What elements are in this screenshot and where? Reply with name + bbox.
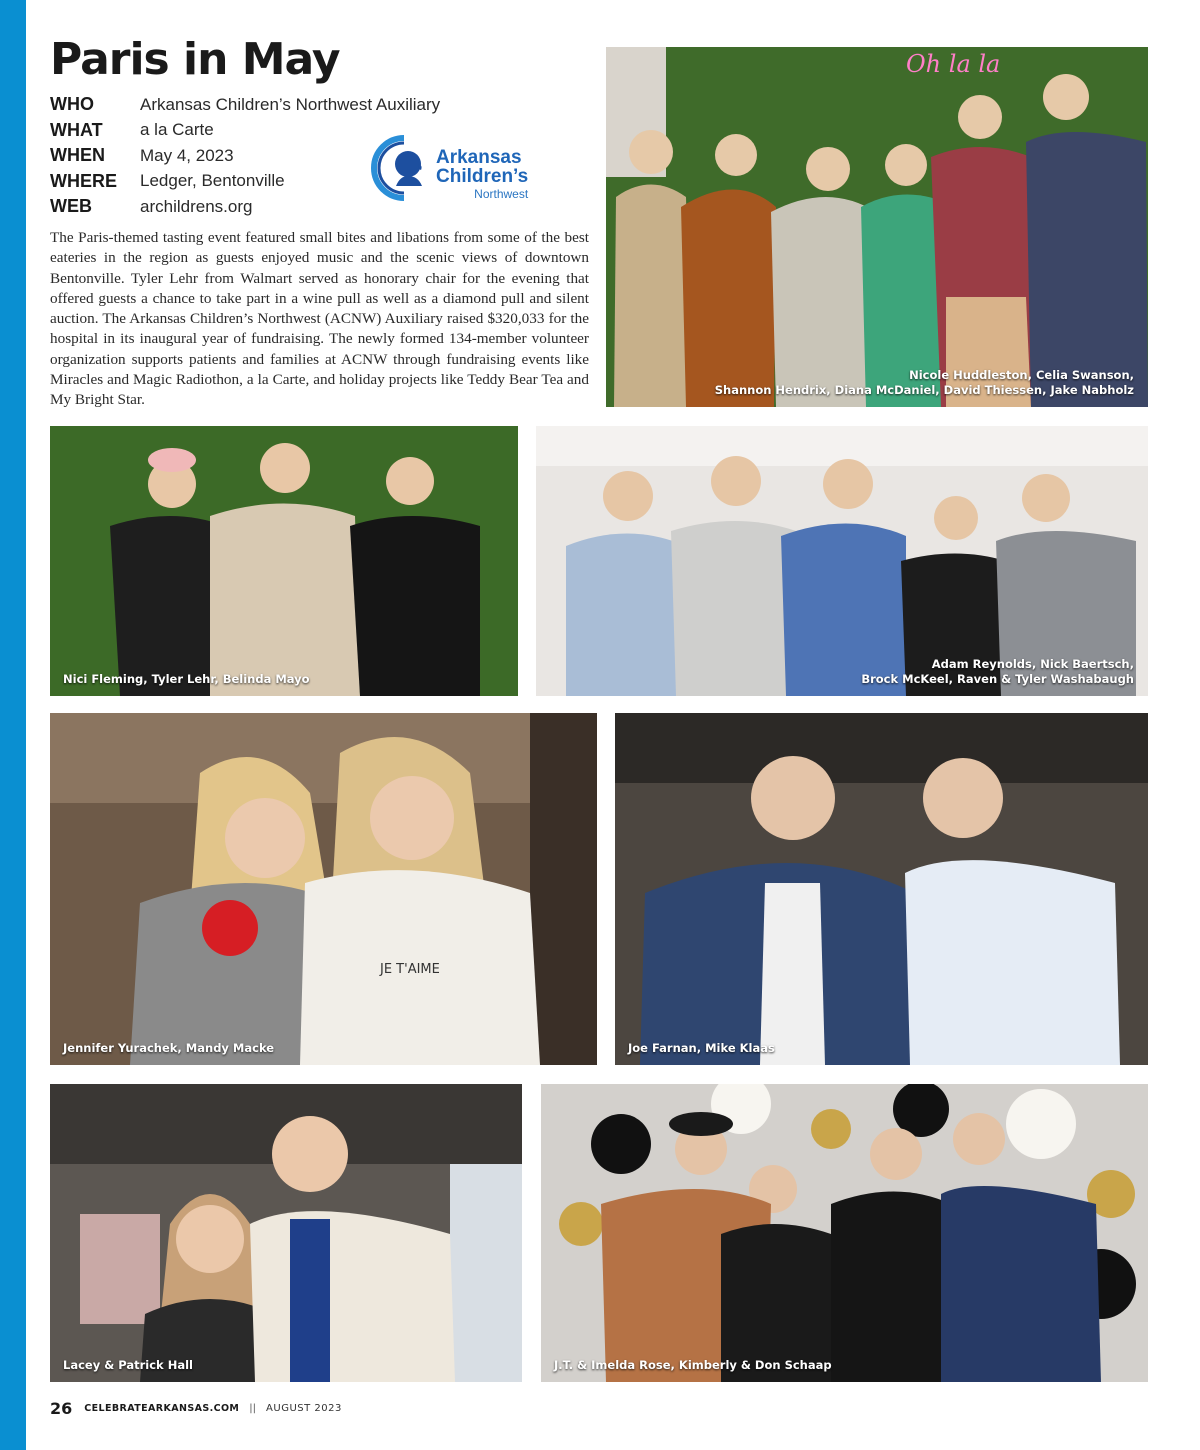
photo-scene [606, 47, 1148, 407]
side-accent-bar [0, 0, 26, 1450]
caption-line: Shannon Hendrix, Diana McDaniel, David Thiessen, Jake Nabholz [714, 383, 1134, 397]
article-body: The Paris-themed tasting event featured small bites and libations from some of the best eateries in the region as guests enjoyed music and the scenic views of downtown Bentonville. Tyler Lehr from Walmart served as honorary chair for the evening that offered guests a chance to take part in a wine pull as well as a diamond pull and silent auction. The Arkansas Children’s Northwest (ACNW) Auxiliary raised $320,033 for the hospital in its inaugural year of fundraising. The newly formed 134-member volunteer organization supports patients and families at ACNW through fundraising events like Miracles and Magic Radiothon, a la Carte, and holiday projects like Teddy Bear Tea and My Bright Star. [50, 229, 589, 409]
photo-caption [628, 1041, 775, 1056]
photo-balloon-arch [541, 1084, 1148, 1382]
logo-line: Children’s [436, 166, 529, 187]
fact-key: WHAT [50, 119, 103, 140]
issue-date: AUGUST 2023 [266, 1402, 342, 1414]
caption-line: Joe Farnan, Mike Klaas [628, 1041, 775, 1055]
caption-line: J.T. & Imelda Rose, Kimberly & Don Schaap [554, 1358, 832, 1372]
photo-caption [63, 1358, 193, 1373]
fact-key: WHO [50, 94, 94, 115]
footer-separator: || [249, 1402, 257, 1414]
fact-value: a la Carte [140, 120, 214, 140]
photo-caption [554, 1358, 832, 1373]
photo-caption [63, 1041, 274, 1056]
fact-key: WHEN [50, 145, 105, 166]
arkansas-childrens-logo [370, 134, 550, 202]
fact-value: Ledger, Bentonville [140, 171, 285, 191]
fact-value: archildrens.org [140, 196, 253, 216]
logo-wordmark [436, 148, 528, 201]
caption-line: Nici Fleming, Tyler Lehr, Belinda Mayo [63, 672, 310, 686]
photo-caption [63, 672, 310, 687]
photo-two-women [50, 713, 597, 1065]
photo-scene [541, 1084, 1148, 1382]
photo-caption [715, 368, 1134, 398]
fact-key: WHERE [50, 170, 117, 191]
photo-five-guests [536, 426, 1148, 696]
logo-line: Northwest [474, 187, 529, 201]
site-name: CELEBRATEARKANSAS.COM [84, 1402, 240, 1414]
fact-who [50, 92, 440, 118]
photo-group-hedge-wall [606, 47, 1148, 407]
fact-value: May 4, 2023 [140, 145, 234, 165]
photo-scene [50, 426, 518, 696]
photo-scene [50, 713, 597, 1065]
photo-two-men [615, 713, 1148, 1065]
photo-couple [50, 1084, 522, 1382]
caption-line: Brock McKeel, Raven & Tyler Washabaugh [861, 672, 1134, 686]
caption-line: Jennifer Yurachek, Mandy Macke [63, 1041, 275, 1055]
page-footer [50, 1396, 342, 1420]
photo-scene [536, 426, 1148, 696]
child-silhouette-icon [370, 134, 440, 202]
fact-value: Arkansas Children’s Northwest Auxiliary [140, 94, 441, 114]
logo-line: Arkansas [436, 147, 522, 168]
photo-scene [50, 1084, 522, 1382]
photo-scene [615, 713, 1148, 1065]
neon-sign-text: Oh la la [906, 50, 1001, 78]
jacket-print-text: JE T'AIME [380, 962, 440, 977]
caption-line: Adam Reynolds, Nick Baertsch, [931, 657, 1134, 671]
photo-trio-hedge [50, 426, 518, 696]
fact-key: WEB [50, 196, 92, 217]
caption-line: Nicole Huddleston, Celia Swanson, [909, 368, 1134, 382]
caption-line: Lacey & Patrick Hall [63, 1358, 193, 1372]
page-number: 26 [50, 1398, 73, 1418]
photo-caption [861, 657, 1134, 687]
article-title: Paris in May [50, 34, 340, 85]
